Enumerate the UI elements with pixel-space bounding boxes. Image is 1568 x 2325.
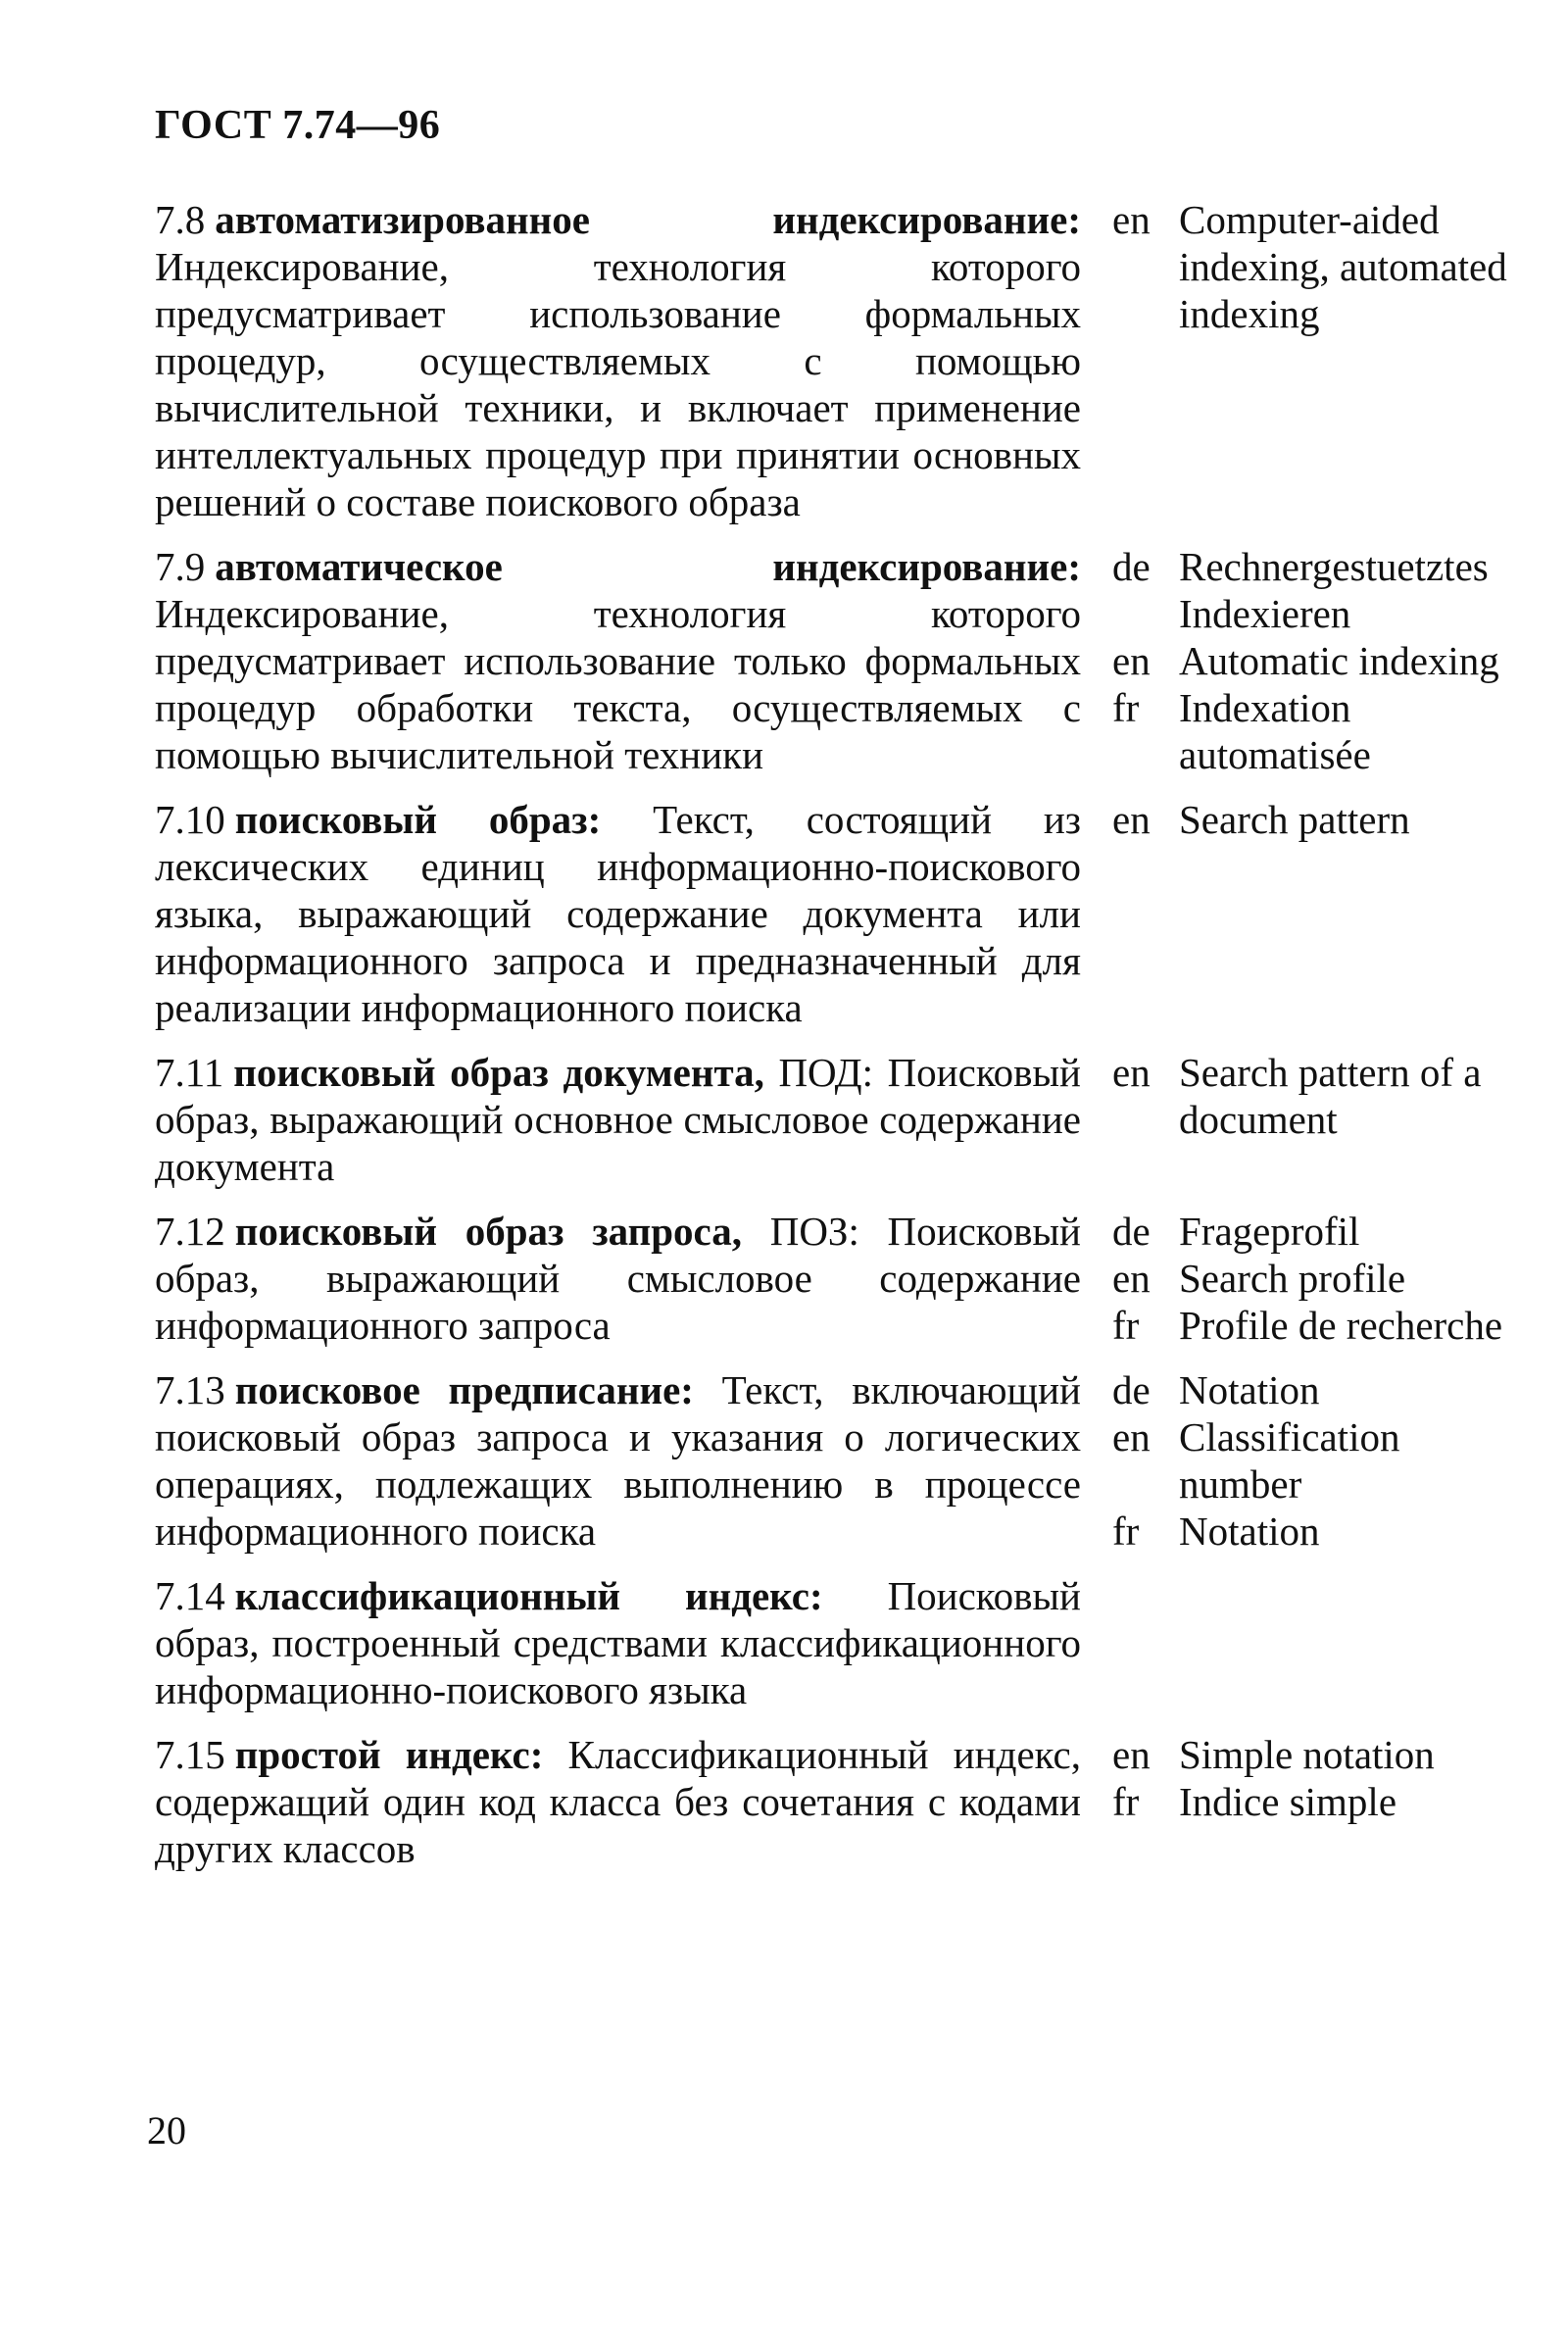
term-name: поисковый образ: <box>234 797 602 842</box>
term-definition: Индексирование, технология которого предусматривает использование формальных процедур, осуществляемых с помощью вычислительной техники, и включает применение интеллектуальных процедур при принятии основных решений о составе поискового образа <box>155 244 1081 524</box>
equivalent-term: Frageprofil <box>1179 1209 1360 1254</box>
equivalent-row <box>1112 796 1514 843</box>
language-code: fr <box>1112 1509 1140 1554</box>
term-number: 7.13 <box>155 1367 225 1412</box>
equivalent-term: Search pattern of a document <box>1179 1050 1482 1142</box>
equivalent-term: Classification number <box>1179 1414 1400 1507</box>
term-number: 7.14 <box>155 1573 225 1618</box>
term-definition: Классификационный индекс, содержащий один код класса без сочетания с кодами других классов <box>155 1732 1081 1871</box>
equivalent-term: Automatic indexing <box>1179 638 1499 683</box>
equivalent-term: Search profile <box>1179 1256 1406 1301</box>
term-number: 7.8 <box>155 197 206 242</box>
equivalent-row <box>1112 196 1514 337</box>
term-definition-block <box>155 196 1081 525</box>
term-entry <box>155 1049 1517 1190</box>
term-name: автоматическое индексирование: <box>215 544 1081 589</box>
language-code: en <box>1112 797 1151 842</box>
foreign-equivalents <box>1112 1731 1514 1825</box>
term-entry <box>155 1731 1517 1872</box>
term-definition-block <box>155 1049 1081 1190</box>
term-definition-block <box>155 1731 1081 1872</box>
term-entry <box>155 1366 1517 1555</box>
term-definition: Индексирование, технология которого предусматривает использование только формальных процедур обработки текста, осуществляемых с помощью вычислительной техники <box>155 591 1081 777</box>
equivalent-row <box>1112 1049 1514 1143</box>
language-code: fr <box>1112 685 1140 730</box>
equivalent-row <box>1112 1208 1514 1255</box>
foreign-equivalents <box>1112 796 1514 843</box>
language-code: en <box>1112 1256 1151 1301</box>
term-name: классификационный индекс: <box>234 1573 823 1618</box>
term-number: 7.12 <box>155 1209 225 1254</box>
term-definition-block <box>155 1572 1081 1713</box>
document-header: ГОСТ 7.74—96 <box>155 103 441 148</box>
equivalent-term: Notation <box>1179 1367 1320 1412</box>
language-code: en <box>1112 1414 1151 1459</box>
term-entry <box>155 1572 1517 1713</box>
term-number: 7.10 <box>155 797 225 842</box>
term-definition-block <box>155 1208 1081 1349</box>
term-name: поисковый образ документа, <box>233 1050 764 1095</box>
term-definition: Поисковый образ, построенный средствами классификационного информационно-поискового языка <box>155 1573 1081 1712</box>
term-name: автоматизированное индексирование: <box>215 197 1081 242</box>
foreign-equivalents <box>1112 196 1514 337</box>
equivalent-row <box>1112 1413 1514 1508</box>
language-code: de <box>1112 544 1151 589</box>
term-definition: ПОЗ: Поисковый образ, выражающий смысловое содержание информационного запроса <box>155 1209 1081 1348</box>
term-definition: Текст, состоящий из лексических единиц информационно-поискового языка, выражающий содержание документа или информационного запроса и предназначенный для реализации информационного поиска <box>155 797 1081 1030</box>
equivalent-row <box>1112 1302 1514 1349</box>
language-code: en <box>1112 1732 1151 1777</box>
term-number: 7.11 <box>155 1050 224 1095</box>
equivalent-row <box>1112 1508 1514 1555</box>
term-entry <box>155 1208 1517 1349</box>
page-number: 20 <box>147 2108 186 2152</box>
equivalent-row <box>1112 543 1514 637</box>
language-code: en <box>1112 638 1151 683</box>
foreign-equivalents <box>1112 1049 1514 1143</box>
equivalent-row <box>1112 1366 1514 1413</box>
equivalent-row <box>1112 1778 1514 1825</box>
equivalent-term: Notation <box>1179 1509 1320 1554</box>
term-definition: Текст, включающий поисковый образ запроса и указания о логических операциях, подлежащих выполнению в процессе информационного поиска <box>155 1367 1081 1554</box>
language-code: fr <box>1112 1779 1140 1824</box>
foreign-equivalents <box>1112 543 1514 778</box>
equivalent-term: Rechnergestuetztes Indexieren <box>1179 544 1489 636</box>
term-number: 7.15 <box>155 1732 225 1777</box>
term-definition: ПОД: Поисковый образ, выражающий основное смысловое содержание документа <box>155 1050 1081 1189</box>
equivalent-row <box>1112 684 1514 778</box>
term-entry <box>155 796 1517 1031</box>
term-definition-block <box>155 796 1081 1031</box>
equivalent-term: Simple notation <box>1179 1732 1435 1777</box>
term-name: поисковый образ запроса, <box>234 1209 743 1254</box>
term-name: простой индекс: <box>234 1732 544 1777</box>
language-code: de <box>1112 1367 1151 1412</box>
foreign-equivalents <box>1112 1208 1514 1349</box>
term-definition-block <box>155 543 1081 778</box>
term-definition-block <box>155 1366 1081 1555</box>
equivalent-term: Search pattern <box>1179 797 1410 842</box>
equivalent-row <box>1112 637 1514 684</box>
term-entries <box>155 196 1517 1890</box>
equivalent-term: Profile de recherche <box>1179 1303 1503 1348</box>
language-code: de <box>1112 1209 1151 1254</box>
term-entry <box>155 543 1517 778</box>
equivalent-row <box>1112 1731 1514 1778</box>
language-code: fr <box>1112 1303 1140 1348</box>
equivalent-term: Indice simple <box>1179 1779 1397 1824</box>
term-name: поисковое предписание: <box>234 1367 694 1412</box>
equivalent-term: Indexation automatisée <box>1179 685 1371 777</box>
foreign-equivalents <box>1112 1366 1514 1555</box>
term-number: 7.9 <box>155 544 206 589</box>
term-entry <box>155 196 1517 525</box>
equivalent-term: Computer-aided indexing, automated indexing <box>1179 197 1507 336</box>
language-code: en <box>1112 197 1151 242</box>
language-code: en <box>1112 1050 1151 1095</box>
equivalent-row <box>1112 1255 1514 1302</box>
